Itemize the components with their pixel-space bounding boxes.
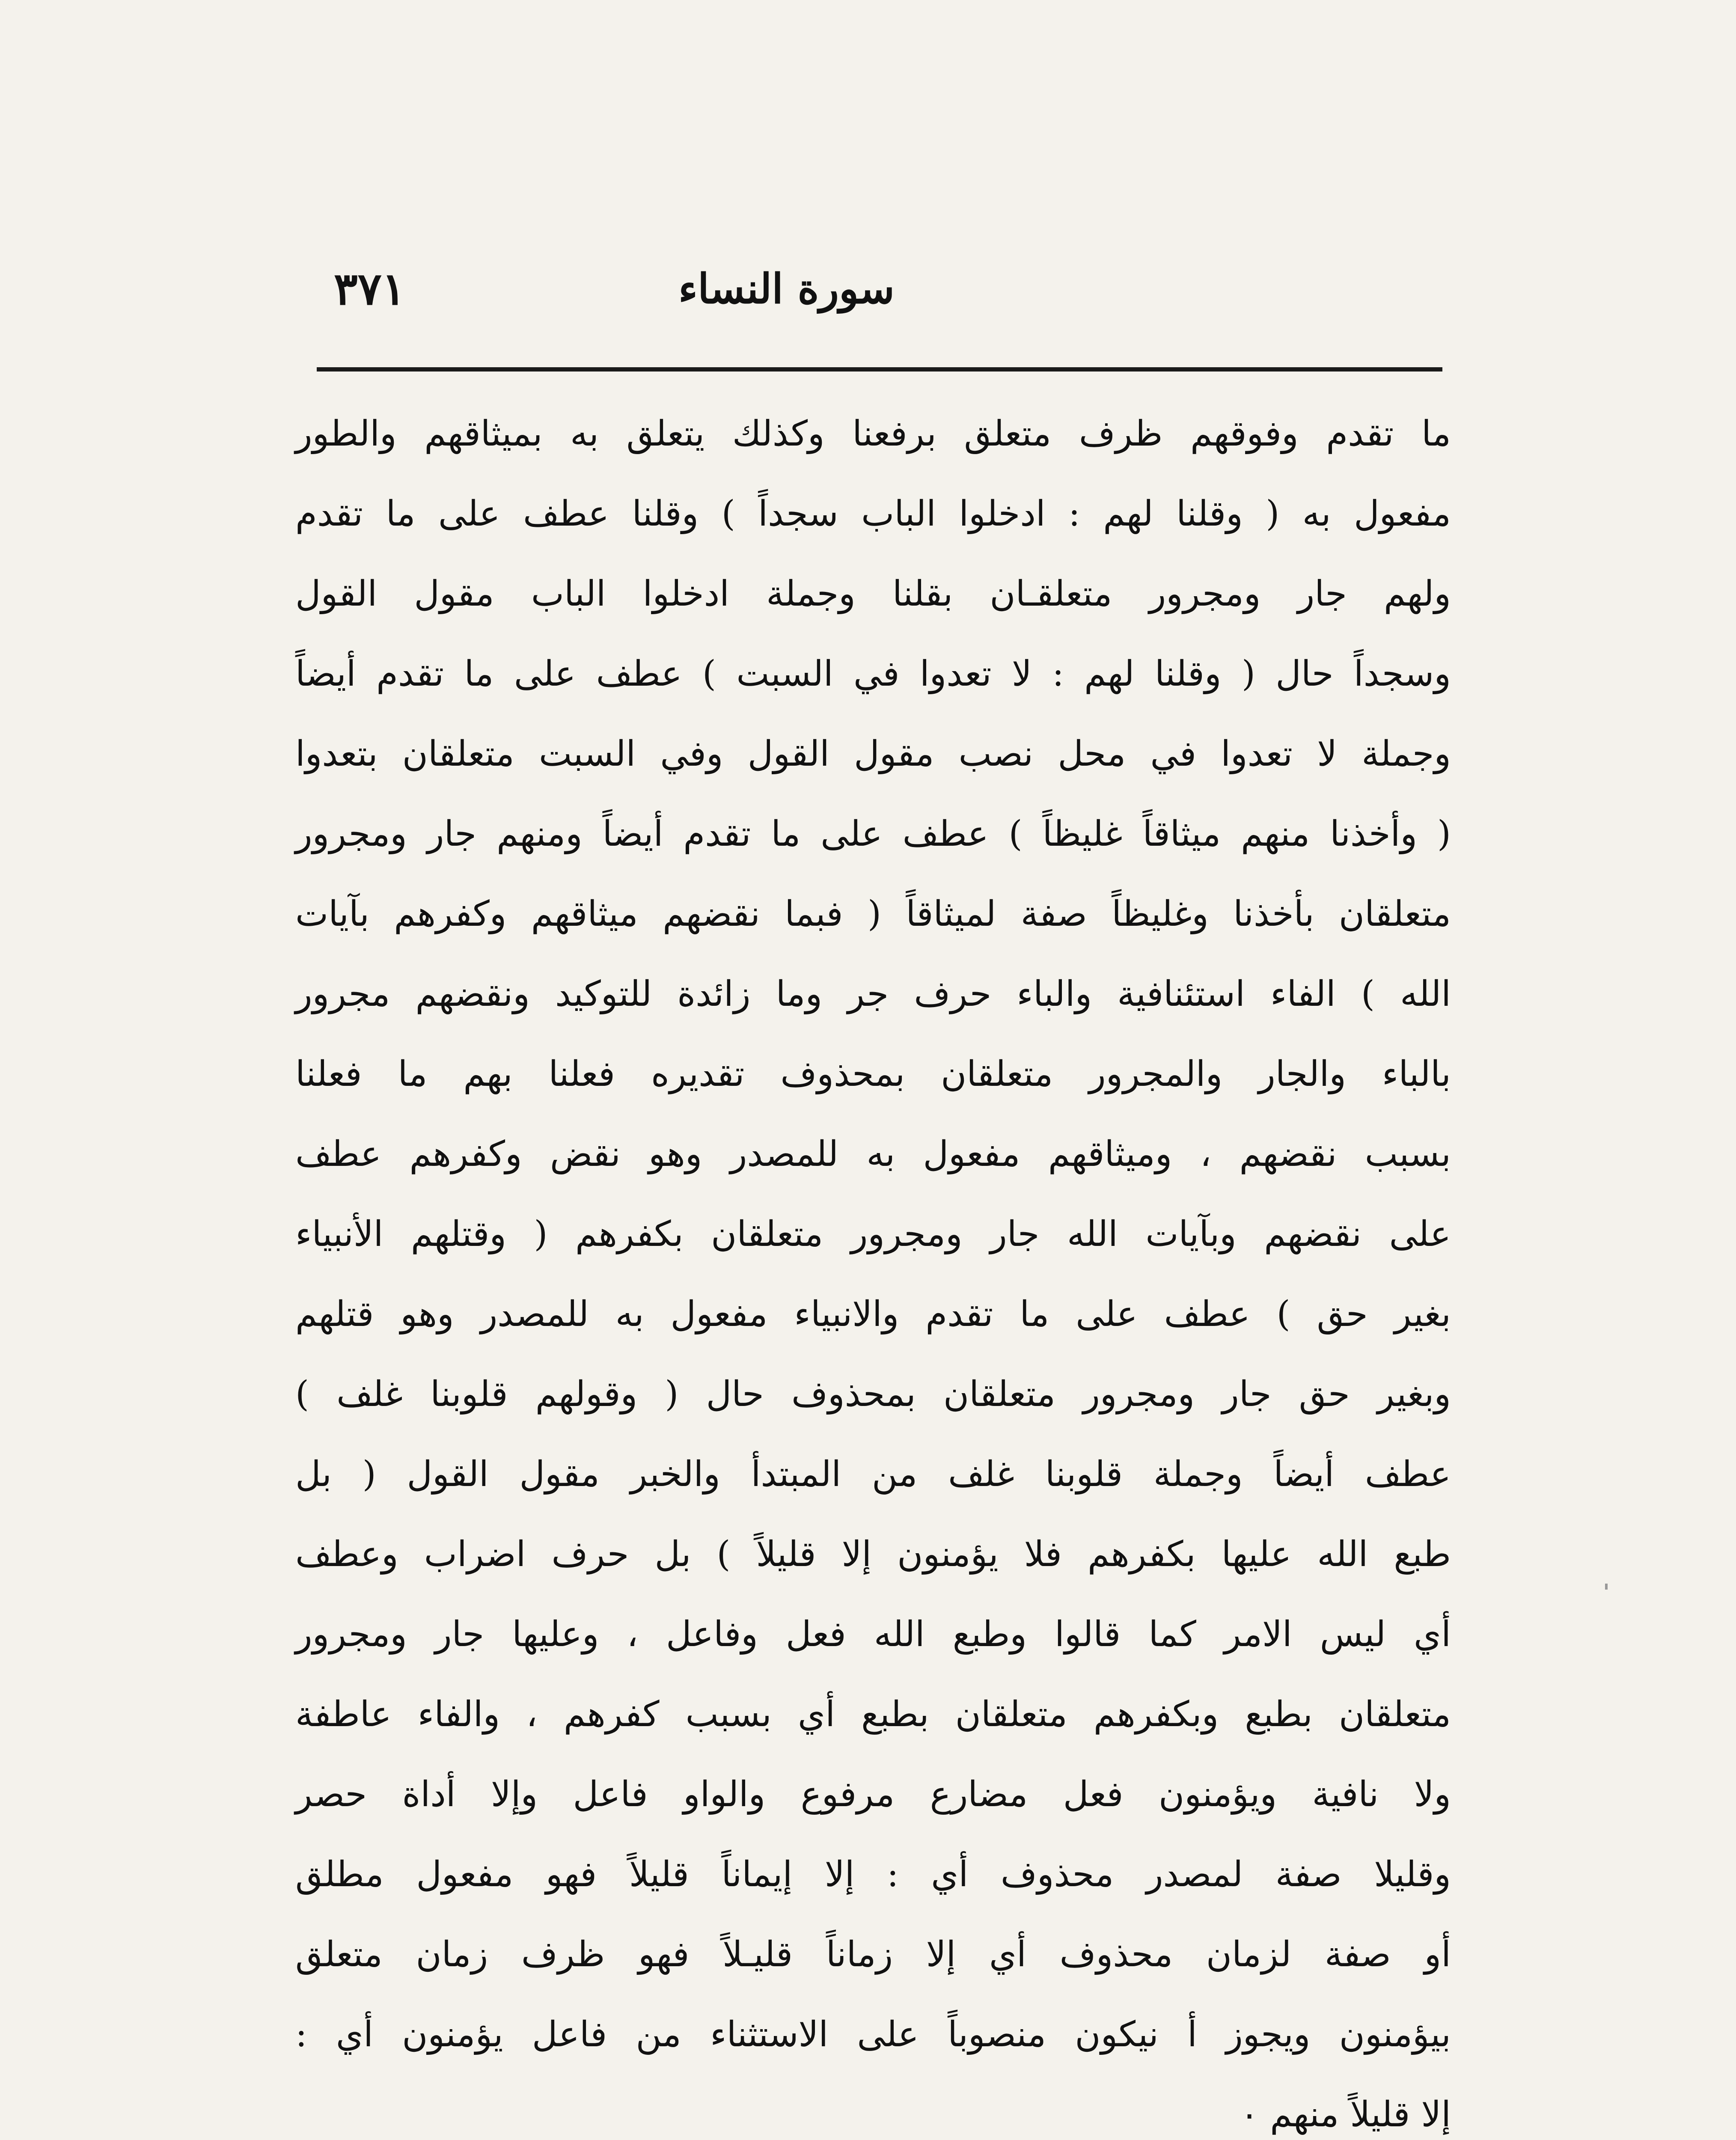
- text-line: الله ) الفاء استئنافية والباء حرف جر وما زائدة للتوكيد ونقضهم مجرور: [295, 974, 1451, 1014]
- scan-speck: [1605, 1584, 1608, 1590]
- text-line: أي ليس الامر كما قالوا وطبع الله فعل وفاعل ، وعليها جار ومجرور: [295, 1614, 1451, 1655]
- text-line: ( وأخذنا منهم ميثاقاً غليظاً ) عطف على ما تقدم أيضاً ومنهم جار ومجرور: [295, 814, 1451, 854]
- page-header: [317, 257, 1442, 321]
- text-line: طبع الله عليها بكفرهم فلا يؤمنون إلا قليلاً ) بل حرف اضراب وعطف: [295, 1534, 1451, 1575]
- text-line: بسبب نقضهم ، وميثاقهم مفعول به للمصدر وهو نقض وكفرهم عطف: [295, 1134, 1451, 1174]
- text-line: متعلقان بأخذنا وغليظاً صفة لميثاقاً ( فبما نقضهم ميثاقهم وكفرهم بآيات: [295, 894, 1451, 934]
- surah-title: سورة النساء: [678, 265, 895, 313]
- commentary-text: [295, 394, 1451, 2140]
- text-line: وجملة لا تعدوا في محل نصب مقول القول وفي السبت متعلقان بتعدوا: [295, 734, 1451, 774]
- text-line: أو صفة لزمان محذوف أي إلا زماناً قليـلاً فهو ظرف زمان متعلق: [295, 1934, 1451, 1975]
- page-number: ٣٧١: [334, 262, 406, 315]
- text-line: إلا قليلاً منهم ٠: [1240, 2094, 1451, 2135]
- header-divider: [317, 367, 1442, 372]
- text-line: ولهم جار ومجرور متعلقـان بقلنا وجملة ادخلوا الباب مقول القول: [295, 574, 1451, 614]
- text-line: عطف أيضاً وجملة قلوبنا غلف من المبتدأ والخبر مقول القول ( بل: [295, 1454, 1451, 1495]
- text-line: على نقضهم وبآيات الله جار ومجرور متعلقان بكفرهم ( وقتلهم الأنبياء: [295, 1214, 1451, 1254]
- text-line: بغير حق ) عطف على ما تقدم والانبياء مفعول به للمصدر وهو قتلهم: [295, 1294, 1451, 1335]
- text-line: بالباء والجار والمجرور متعلقان بمحذوف تقديره فعلنا بهم ما فعلنا: [295, 1054, 1451, 1094]
- text-line: بيؤمنون ويجوز أ نيكون منصوباً على الاستثناء من فاعل يؤمنون أي :: [295, 2014, 1451, 2055]
- text-line: وبغير حق جار ومجرور متعلقان بمحذوف حال ( وقولهم قلوبنا غلف ): [295, 1374, 1451, 1415]
- text-line: ما تقدم وفوقهم ظرف متعلق برفعنا وكذلك يتعلق به بميثاقهم والطور: [295, 413, 1451, 454]
- text-line: متعلقان بطبع وبكفرهم متعلقان بطبع أي بسبب كفرهم ، والفاء عاطفة: [295, 1694, 1451, 1735]
- text-line: وقليلا صفة لمصدر محذوف أي : إلا إيماناً قليلاً فهو مفعول مطلق: [295, 1854, 1451, 1895]
- text-line: وسجداً حال ( وقلنا لهم : لا تعدوا في السبت ) عطف على ما تقدم أيضاً: [295, 654, 1451, 694]
- text-line: مفعول به ( وقلنا لهم : ادخلوا الباب سجداً ) وقلنا عطف على ما تقدم: [295, 493, 1451, 534]
- text-line: ولا نافية ويؤمنون فعل مضارع مرفوع والواو فاعل وإلا أداة حصر: [295, 1774, 1451, 1815]
